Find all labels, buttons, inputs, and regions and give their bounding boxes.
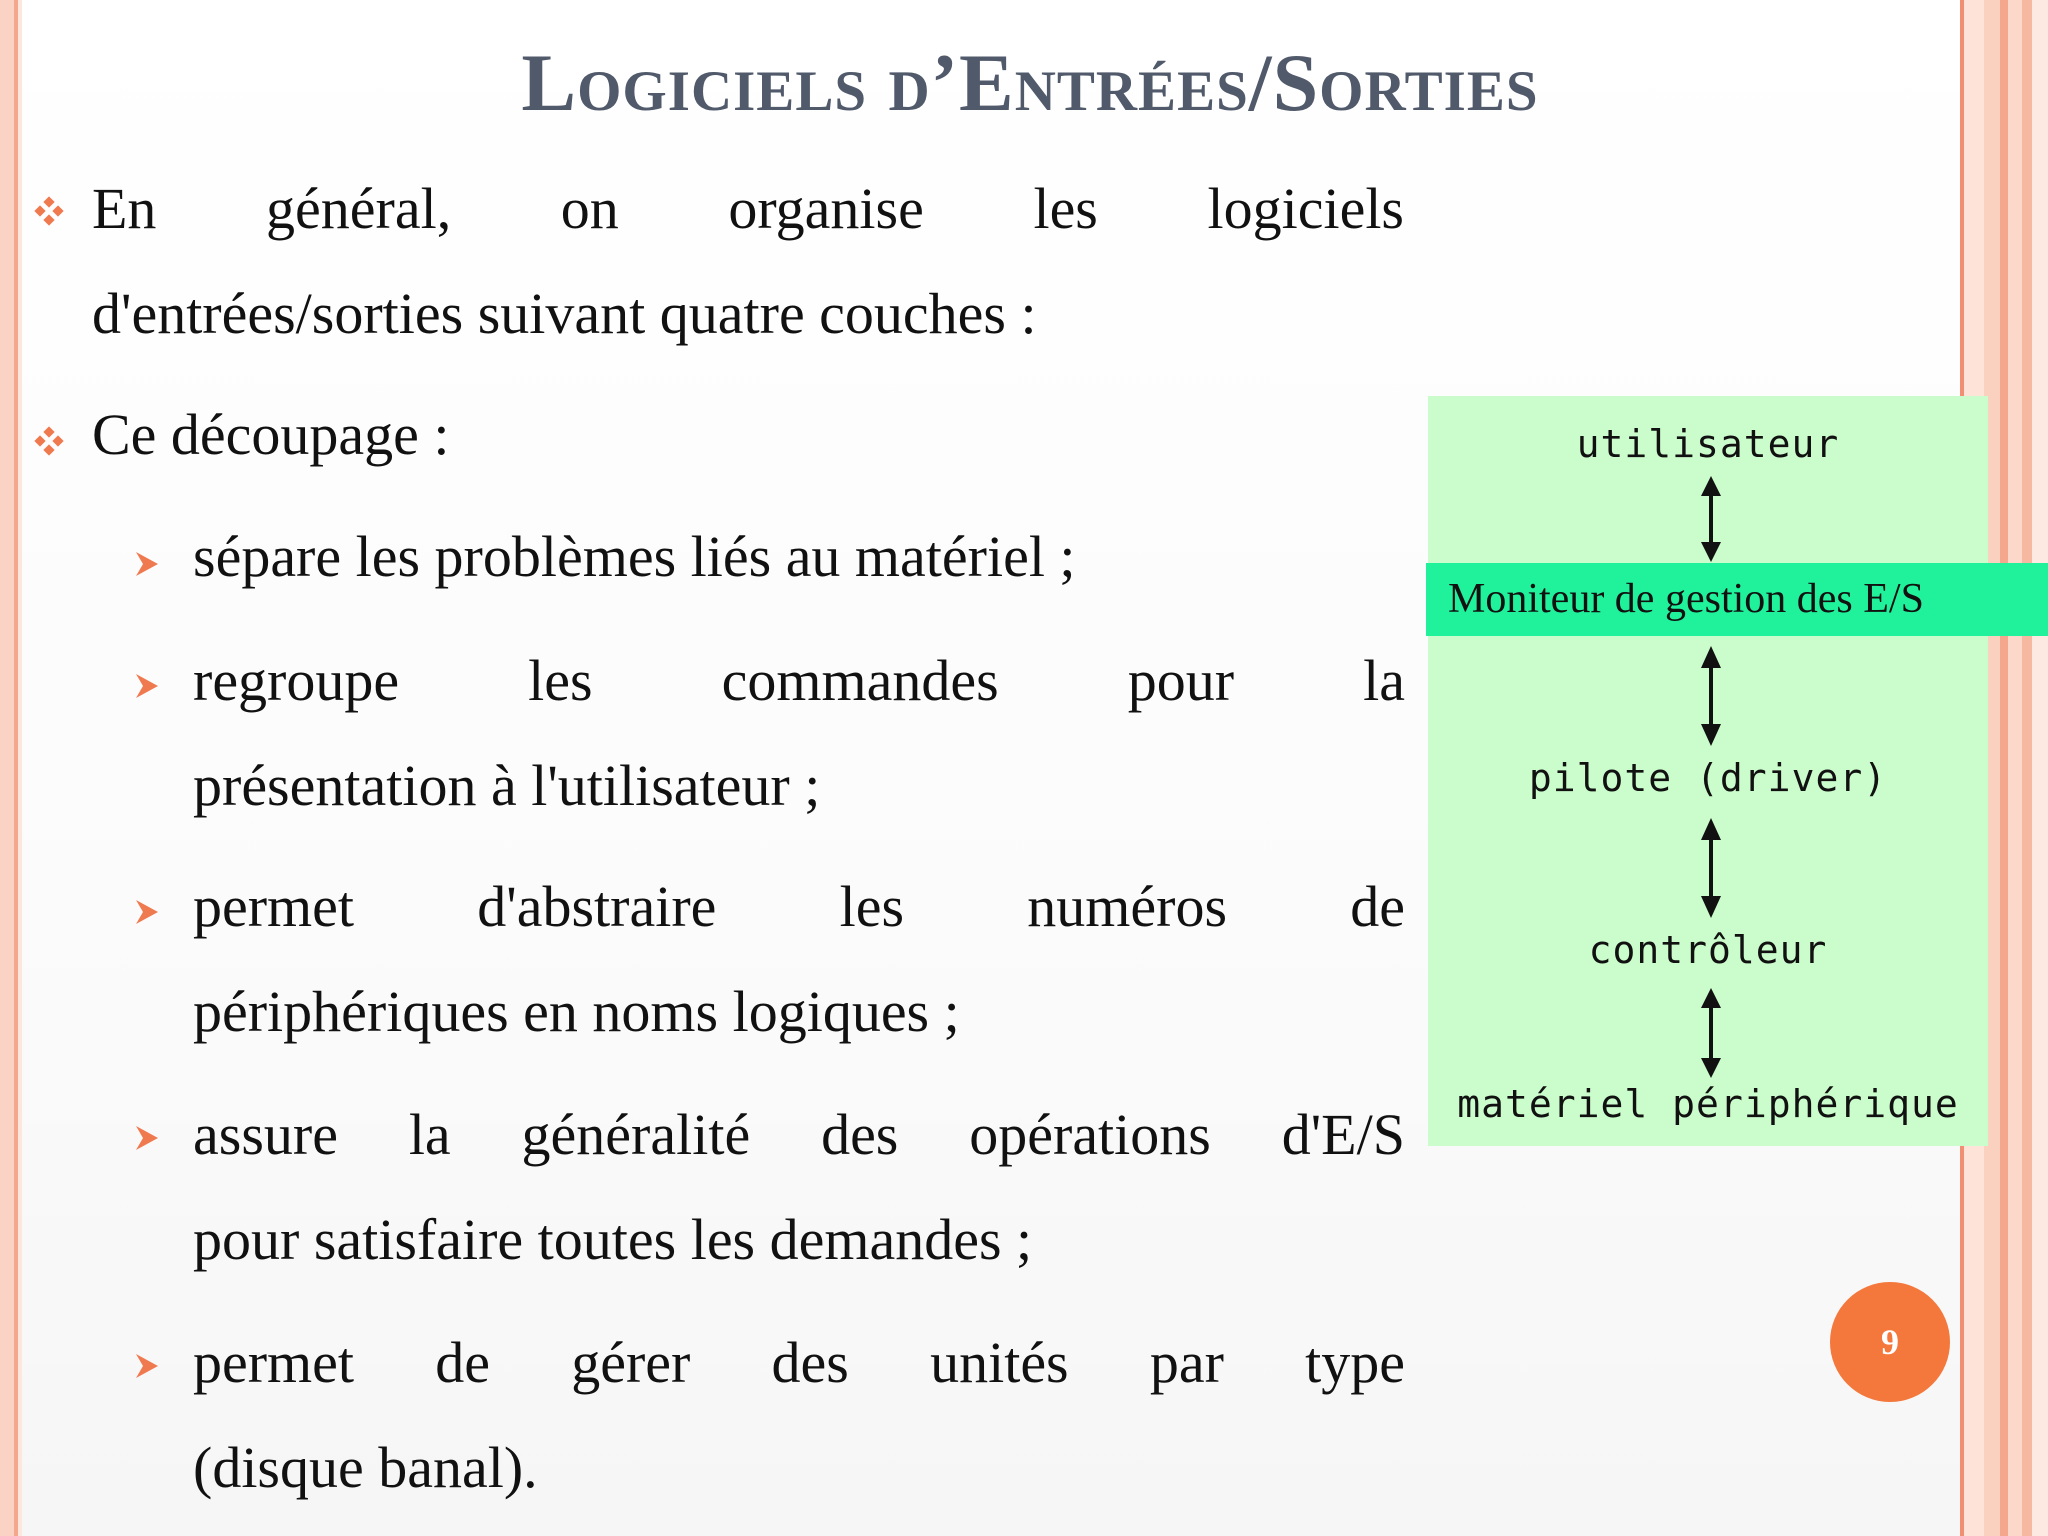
arrow-bullet-icon <box>134 898 160 926</box>
sub-bullet-5 <box>193 1310 1405 1520</box>
sub-bullet-3-line-2: périphériques en noms logiques ; <box>193 979 960 1044</box>
bullet-1-line-2: d'entrées/sorties suivant quatre couches : <box>92 281 1037 346</box>
sub-bullet-4 <box>193 1082 1405 1292</box>
double-arrow-icon <box>1696 476 1726 562</box>
double-arrow-icon <box>1696 646 1726 746</box>
sub-bullet-5-line-1: permet de gérer des unités par type <box>193 1330 1405 1395</box>
arrow-bullet-icon <box>134 672 160 700</box>
double-arrow-icon <box>1696 818 1726 918</box>
diamond-bullet-icon <box>34 426 64 456</box>
bullet-2-line-1: Ce découpage : <box>92 402 450 467</box>
sub-bullet-5-line-2: (disque banal). <box>193 1435 538 1500</box>
bullet-1-line-1: En général, on organise les logiciels <box>92 176 1404 241</box>
io-layers-diagram <box>1428 396 1988 1146</box>
layer-moniteur: Moniteur de gestion des E/S <box>1448 576 1924 622</box>
page-number-badge: 9 <box>1830 1282 1950 1402</box>
slide-title: Logiciels d’Entrées/Sorties <box>521 37 1539 128</box>
sub-bullet-4-line-1: assure la généralité des opérations d'E/S <box>193 1102 1405 1167</box>
bullet-1 <box>92 156 1404 366</box>
double-arrow-icon <box>1696 988 1726 1078</box>
layer-utilisateur: utilisateur <box>1576 422 1840 466</box>
sub-bullet-1 <box>193 504 1405 609</box>
sub-bullet-1-line-1: sépare les problèmes liés au matériel ; <box>193 524 1076 589</box>
arrow-bullet-icon <box>134 1124 160 1152</box>
sub-bullet-4-line-2: pour satisfaire toutes les demandes ; <box>193 1207 1033 1272</box>
layer-pilote: pilote (driver) <box>1528 756 1888 800</box>
bullet-2 <box>92 382 1404 487</box>
sub-bullet-2-line-1: regroupe les commandes pour la <box>193 648 1405 713</box>
sub-bullet-2 <box>193 628 1405 838</box>
arrow-bullet-icon <box>134 550 160 578</box>
arrow-bullet-icon <box>134 1352 160 1380</box>
left-border-stripe <box>0 0 22 1536</box>
sub-bullet-3 <box>193 854 1405 1064</box>
diamond-bullet-icon <box>34 196 64 226</box>
layer-materiel: matériel périphérique <box>1457 1082 1959 1126</box>
sub-bullet-3-line-1: permet d'abstraire les numéros de <box>193 874 1405 939</box>
layer-controleur: contrôleur <box>1588 928 1828 972</box>
sub-bullet-2-line-2: présentation à l'utilisateur ; <box>193 753 821 818</box>
monitor-layer-bar <box>1426 563 2048 636</box>
